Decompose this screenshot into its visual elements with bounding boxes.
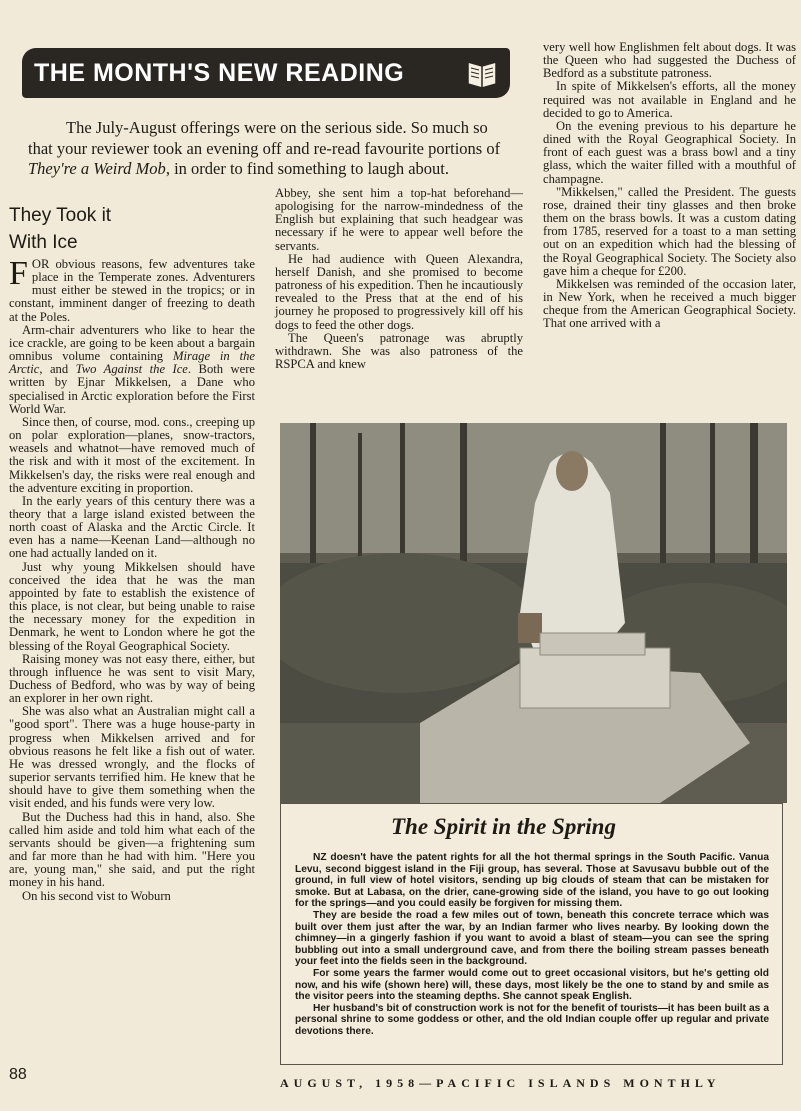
drop-cap: F [9, 255, 28, 292]
paragraph: But the Duchess had this in hand, also. She called him aside and told him what each of the servants should be given—a frightening sum and far more than he had with him. "Here you are, young man," she said, and put the right money in his hand. [9, 809, 255, 890]
paragraph: "Mikkelsen," called the President. The guests rose, drained their tiny glasses and then broke them on the brass bowls. It was a custom dating from 1785, reserved for a toast to a man setting out on an expedition which had the blessing of the Royal Geographical Society. The Society also gave him a cheque for £200. [543, 184, 796, 278]
paragraph: Abbey, she sent him a top-hat beforehand—apologising for the narrow-mindedness of the English but explaining that such headgear was necessary if he were to appear well before the servants. [275, 186, 523, 253]
paragraph: Her husband's bit of construction work is not for the benefit of tourists—it has been built as a personal shrine to some goddess or other, and the old Indian couple offer up regular and private devotions there. [295, 1002, 769, 1037]
paragraph: In spite of Mikkelsen's efforts, all the money required was not available in England and he decided to go to America. [543, 79, 796, 120]
page-number: 88 [9, 1066, 27, 1083]
paragraph: He had audience with Queen Alexandra, herself Danish, and she promised to become patroness of his expedition. Then he incautiously revealed to the Press that at the end of his journey he proposed to progressively kill off his dogs to feed the other dogs. [275, 251, 523, 332]
paragraph: In the early years of this century there was a theory that a large island existed between the north coast of Alaska and the Arctic Circle. It even has a name—Keenan Land—although no one had actually landed on it. [9, 493, 255, 561]
photo-caption-box [280, 803, 783, 1065]
intro-paragraph: The July-August offerings were on the serious side. So much so that your reviewer took an evening off and re-read favourite portions of They're a Weird Mob, in order to find something to laugh about. [28, 118, 501, 178]
paragraph: Just why young Mikkelsen should have conceived the idea that he was the man appointed by fate to establish the existence of this place, is not clear, but being unable to raise the necessary money for the expedition in Denmark, he went to London where he got the blessing of the Royal Geographical Society. [9, 559, 255, 653]
paragraph: For some years the farmer would come out to greet occasional visitors, but he's getting old now, and his wife (shown here) will, these days, most likely be the one to stand by and smile as the visitor peers into the steaming depths. She cannot speak English. [295, 967, 769, 1003]
paragraph: FOR obvious reasons, few adventures take place in the Temperate zones. Adventurers must either be stewed in the tropics; or in constant, imminent danger of freezing to death at the Poles. [9, 255, 255, 324]
article-title: They Took it With Ice [9, 205, 112, 253]
spring-shrine-photo [280, 423, 787, 803]
paragraph: Since then, of course, mod. cons., creeping up on polar exploration—planes, snow-tractors, weasels and whatnot—have removed much of the risk and with it most of the excitement. In Mikkelsen's day, the risks were real enough and the adventure exciting in proportion. [9, 414, 255, 495]
caption-body [295, 852, 769, 1038]
intro-book-title: They're a Weird Mob [28, 159, 166, 178]
caption-title: The Spirit in the Spring [391, 814, 616, 839]
book-icon [464, 56, 500, 95]
paragraph: They are beside the road a few miles out of town, beneath this concrete terrace which was built over them just after the war, by an Indian farmer who lives nearby. By looking down the chimney—in a gingerly fashion if you want to avoid a blast of steam—you can see the spring bubbling out into a small underground cave, and from there the boiling stream passes beneath your feet into the fields seen in the background. [295, 909, 769, 968]
paragraph: NZ doesn't have the patent rights for all the hot thermal springs in the South Pacific. Vanua Levu, second biggest island in the Fiji group, has several. Those at Savusavu bubble out of the ground, in full view of hotel visitors, sending up big clouds of steam that can be mistaken for smoke. But at Labasa, on the drier, cane-growing side of the island, you have to go out looking for the springs—and you could easily be forgiven for missing them. [295, 852, 769, 910]
paragraph: On the evening previous to his departure he dined with the Royal Geographical Society. In front of each guest was a brass bowl and a tiny glass, which the waiter filled with a mouthful of champagne. [543, 118, 796, 186]
paragraph: Raising money was not easy there, either, but through influence he was sent to visit Mary, Duchess of Bedford, who was by way of being an explorer in her own right. [9, 651, 255, 706]
paragraph: very well how Englishmen felt about dogs. It was the Queen who had suggested the Duchess of Bedford as a substitute patroness. [543, 40, 796, 81]
article-column-2 [275, 187, 523, 397]
paragraph: Mikkelsen was reminded of the occasion later, in New York, when he received a much bigger cheque from the American Geographical Society. That one arrived with a [543, 276, 796, 331]
page-footer: AUGUST, 1958—PACIFIC ISLANDS MONTHLY [280, 1076, 721, 1090]
paragraph: Arm-chair adventurers who like to hear the ice crackle, are going to be keen about a bargain omnibus volume containing Mirage in the Arctic, and Two Against the Ice. Both were written by Ejnar Mikkelsen, a Dane who specialised in Arctic exploration before the First World War. [9, 322, 255, 416]
article-column-3 [543, 41, 796, 396]
paragraph: On his second vist to Woburn [22, 888, 171, 903]
paragraph: She was also what an Australian might call a "good sport". There was a huge house-party in progress when Mikkelsen arrived and for obvious reasons he felt like a fish out of water. He was dressed wrongly, and the flocks of superior servants terrified him. He knew that he should have to give them something when the visit ended, and his funds were very low. [9, 704, 255, 811]
section-banner [22, 48, 510, 98]
banner-title: THE MONTH'S NEW READING [34, 58, 405, 87]
paragraph: The Queen's patronage was abruptly withdrawn. She was also patroness of the RSPCA and knew [275, 330, 523, 372]
article-column-1 [9, 255, 255, 1055]
